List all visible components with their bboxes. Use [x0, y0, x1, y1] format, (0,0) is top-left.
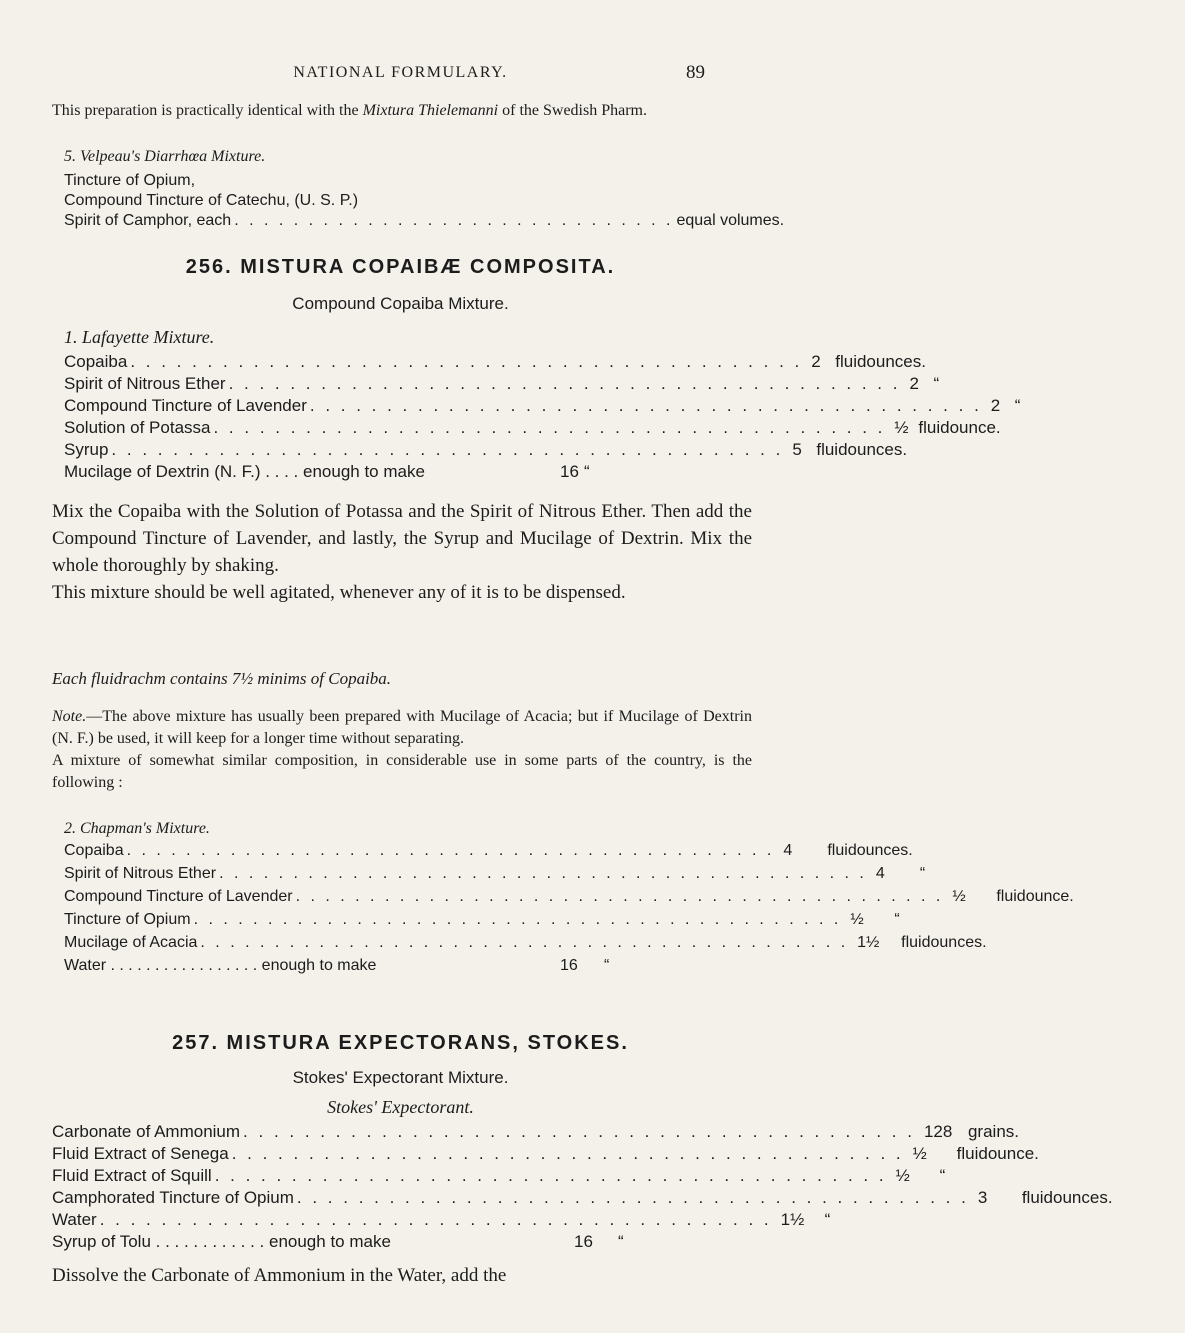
ingredient-unit: fluidounces.	[827, 842, 913, 859]
ingredient-name: Syrup of Tolu . . . . . . . . . . . . enough to make	[52, 1232, 391, 1251]
formula-title: 2. Chapman's Mixture.	[64, 820, 210, 837]
ingredient-name: Water	[52, 1210, 97, 1229]
ingredient-row	[52, 1122, 1019, 1144]
ingredient-name: Compound Tincture of Catechu, (U. S. P.)	[64, 192, 359, 209]
ingredient-qty: ½	[850, 911, 864, 928]
section-256	[0, 256, 801, 279]
similar-text: A mixture of somewhat similar composition, in considerable use in some parts of the country, is the following :	[52, 752, 752, 791]
ingredient-name: Spirit of Nitrous Ether	[64, 865, 217, 882]
ingredient-unit: “	[919, 865, 926, 882]
directions-paragraph	[52, 498, 752, 606]
ingredient-qty: ½	[895, 1166, 910, 1185]
leader-dots: . . . . . . . . . . . . . . . . . . . . . . . . . . . . . .	[234, 212, 674, 229]
section-257	[0, 1032, 801, 1055]
ingredient-qty: 3	[977, 1188, 988, 1207]
ingredient-row	[64, 418, 1001, 440]
note-text: —The above mixture has usually been prepared with Mucilage of Acacia; but if Mucilage of Dextrin (N. F.) be used, it will keep for a longer time without separating.	[52, 708, 752, 747]
ingredient-unit: fluidounces.	[816, 440, 908, 459]
note-paragraph	[52, 706, 752, 794]
lafayette-title-wrap	[52, 326, 752, 348]
ingredient-qty: 128	[923, 1122, 953, 1141]
ingredient-qty: 16	[574, 1232, 593, 1251]
leader-dots: . . . . . . . . . . . . . . . . . . . . . . . . . . . . . . . . . . . . . . . . . . . .	[214, 1166, 887, 1185]
chapman-title-wrap	[52, 818, 752, 840]
page-header	[0, 64, 801, 86]
ingredient-row	[52, 1144, 1039, 1166]
ingredient-name: Copaiba	[64, 352, 128, 371]
ingredient-unit: grains.	[967, 1122, 1019, 1141]
ingredient-row	[64, 934, 987, 957]
ingredient-unit: fluidounces.	[1021, 1188, 1113, 1207]
section-heading: 256. MISTURA COPAIBÆ COMPOSITA.	[185, 256, 616, 278]
leader-dots: . . . . . . . . . . . . . . . . . . . . . . . . . . . . . . . . . . . . . . . . . . . .	[309, 396, 982, 415]
ingredient-unit: “	[604, 957, 610, 974]
ingredient-unit: fluidounce.	[996, 888, 1074, 905]
leader-dots: . . . . . . . . . . . . . . . . . . . . . . . . . . . . . . . . . . . . . . . . . . . .	[228, 374, 901, 393]
ingredient-qty: 5	[792, 440, 802, 459]
chapman-ingredients	[64, 842, 1074, 980]
stokes-ingredients	[52, 1122, 1113, 1254]
leader-dots: . . . . . . . . . . . . . . . . . . . . . . . . . . . . . . . . . . . . . . . . . . . .	[126, 842, 775, 859]
ingredient-unit: “	[824, 1210, 831, 1229]
ingredient-row	[52, 1188, 1113, 1210]
ingredient-name: Spirit of Camphor, each	[64, 212, 232, 229]
ingredient-qty: 2	[811, 352, 821, 371]
leader-dots: . . . . . . . . . . . . . . . . . . . . . . . . . . . . . . . . . . . . . . . . . . . .	[200, 934, 849, 951]
ingredient-unit: “	[1014, 396, 1021, 415]
ingredient-name: Fluid Extract of Senega	[52, 1144, 229, 1163]
ingredient-row	[64, 842, 913, 865]
ingredient-unit: fluidounces.	[835, 352, 926, 371]
ingredient-qty: 4	[875, 865, 885, 882]
ingredient-row	[64, 957, 754, 980]
section-subheading-wrap	[0, 1068, 801, 1088]
leader-dots: . . . . . . . . . . . . . . . . . . . . . . . . . . . . . . . . . . . . . . . . . . . .	[296, 1188, 969, 1207]
intro-italic-name: Mixtura Thielemanni	[362, 102, 499, 119]
ingredient-name: Water . . . . . . . . . . . . . . . . . enough to make	[64, 957, 377, 974]
leader-dots: . . . . . . . . . . . . . . . . . . . . . . . . . . . . . . . . . . . . . . . . . . . .	[99, 1210, 772, 1229]
ingredient-qty: 4	[783, 842, 793, 859]
ingredient-row	[64, 911, 900, 934]
directions-text: Dissolve the Carbonate of Ammonium in the Water, add the	[52, 1265, 507, 1286]
ingredient-name: Mucilage of Acacia	[64, 934, 198, 951]
ingredient-row	[64, 888, 1074, 911]
formula-title: Stokes' Expectorant.	[327, 1097, 474, 1117]
ingredient-row	[52, 1210, 831, 1232]
note-label: Note.	[52, 708, 87, 725]
leader-dots: . . . . . . . . . . . . . . . . . . . . . . . . . . . . . . . . . . . . . . . . . . . .	[219, 865, 867, 882]
stokes-title-wrap	[0, 1096, 801, 1118]
leader-dots: . . . . . . . . . . . . . . . . . . . . . . . . . . . . . . . . . . . . . . . . . . . .	[111, 440, 784, 459]
lafayette-ingredients	[64, 352, 1021, 484]
ingredient-qty: 1½	[857, 934, 880, 951]
ingredient-name: Carbonate of Ammonium	[52, 1122, 241, 1141]
section-subheading: Stokes' Expectorant Mixture.	[292, 1068, 509, 1087]
page-number: 89	[686, 62, 705, 83]
ingredient-row	[64, 352, 926, 374]
ingredient-unit: “	[939, 1166, 946, 1185]
ingredient-unit: “	[894, 911, 900, 928]
fluidrachm-note-wrap	[52, 668, 752, 690]
intro-text-after: of the Swedish Pharm.	[498, 102, 647, 119]
ingredient-name: Mucilage of Dextrin (N. F.) . . . . enough to make	[64, 462, 425, 481]
ingredient-name: Compound Tincture of Lavender	[64, 396, 307, 415]
leader-dots: . . . . . . . . . . . . . . . . . . . . . . . . . . . . . . . . . . . . . . . . . . . .	[130, 352, 803, 371]
leader-dots: . . . . . . . . . . . . . . . . . . . . . . . . . . . . . . . . . . . . . . . . . . . .	[231, 1144, 904, 1163]
formula-title: Velpeau's Diarrhœa Mixture.	[80, 148, 266, 165]
ingredient-qty: ½	[894, 418, 909, 437]
section-heading: 257. MISTURA EXPECTORANS, STOKES.	[172, 1032, 629, 1054]
ingredient-row	[64, 192, 754, 212]
ingredient-unit: fluidounces.	[901, 934, 987, 951]
leader-dots: . . . . . . . . . . . . . . . . . . . . . . . . . . . . . . . . . . . . . . . . . . . .	[213, 418, 886, 437]
ingredient-name: Spirit of Nitrous Ether	[64, 374, 226, 393]
section-subheading-wrap	[0, 294, 801, 314]
ingredient-row	[64, 462, 754, 484]
ingredient-row	[52, 1166, 946, 1188]
fluidrachm-note: Each fluidrachm contains 7½ minims of Copaiba.	[52, 669, 392, 688]
ingredient-qty: 1½	[780, 1210, 805, 1229]
ingredient-name: Solution of Potassa	[64, 418, 211, 437]
leader-dots: . . . . . . . . . . . . . . . . . . . . . . . . . . . . . . . . . . . . . . . . . . . .	[193, 911, 842, 928]
velpeau-ingredients	[64, 172, 785, 232]
ingredient-name: Fluid Extract of Squill	[52, 1166, 212, 1185]
ingredient-unit: “	[584, 462, 590, 481]
ingredient-name: Copaiba	[64, 842, 124, 859]
stokes-directions-wrap	[52, 1262, 752, 1289]
ingredient-qty: 2	[909, 374, 919, 393]
ingredient-unit: fluidounce.	[918, 418, 1001, 437]
velpeau-mixture	[52, 146, 752, 168]
ingredient-row	[64, 396, 1021, 418]
ingredient-name: Tincture of Opium	[64, 911, 191, 928]
leader-dots: . . . . . . . . . . . . . . . . . . . . . . . . . . . . . . . . . . . . . . . . . . . .	[295, 888, 944, 905]
directions-text: Mix the Copaiba with the Solution of Potassa and the Spirit of Nitrous Ether. Then add the Compound Tincture of Lavender, and lastly, the Syrup and Mucilage of Dextrin. Mix the whole thoroughly by shaking.	[52, 501, 752, 576]
section-subheading: Compound Copaiba Mixture.	[292, 294, 509, 313]
running-head: NATIONAL FORMULARY.	[293, 64, 508, 81]
ingredient-row	[64, 865, 926, 888]
ingredient-qty: 2	[990, 396, 1001, 415]
ingredient-name: Tincture of Opium,	[64, 172, 196, 189]
ingredient-row	[52, 1232, 752, 1254]
ingredient-amount: equal volumes.	[676, 212, 785, 229]
ingredient-unit: “	[618, 1232, 624, 1251]
directions-text-2: This mixture should be well agitated, whenever any of it is to be dispensed.	[52, 582, 626, 603]
intro-text-before: This preparation is practically identical with the	[52, 102, 363, 119]
ingredient-name: Camphorated Tincture of Opium	[52, 1188, 294, 1207]
ingredient-qty: ½	[912, 1144, 927, 1163]
ingredient-row	[64, 440, 908, 462]
ingredient-row	[64, 172, 754, 192]
leader-dots: . . . . . . . . . . . . . . . . . . . . . . . . . . . . . . . . . . . . . . . . . . . .	[243, 1122, 915, 1141]
ingredient-row	[64, 374, 940, 396]
ingredient-qty: ½	[952, 888, 966, 905]
ingredient-unit: “	[933, 374, 940, 393]
ingredient-name: Compound Tincture of Lavender	[64, 888, 293, 905]
ingredient-qty: 16	[560, 462, 579, 481]
ingredient-name: Syrup	[64, 440, 109, 459]
ingredient-qty: 16	[560, 957, 578, 974]
intro-paragraph	[52, 100, 752, 122]
formula-number: 5.	[64, 148, 76, 165]
ingredient-row	[64, 212, 785, 232]
ingredient-unit: fluidounce.	[956, 1144, 1039, 1163]
formula-title: 1. Lafayette Mixture.	[64, 327, 215, 347]
